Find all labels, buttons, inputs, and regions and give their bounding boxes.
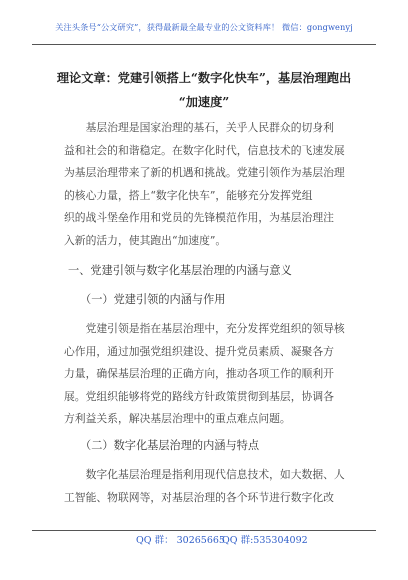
- paragraph-line: 入新的活力，使其跑出“加速度”。: [64, 233, 227, 247]
- paragraph-line: 织的战斗堡垒作用和党员的先锋模范作用，为基层治理注: [64, 211, 334, 224]
- paragraph-line: 为基层治理带来了新的机遇和挑战。党建引领作为基层治理: [64, 166, 345, 179]
- footer-qq-group-2: QQ 群:535304092: [222, 535, 308, 546]
- footer-qq-group-1: QQ 群： 30265665: [136, 535, 225, 546]
- page-title: [36, 66, 372, 114]
- paragraph-line: 方利益关系，解决基层治理中的重点难点问题。: [64, 412, 291, 425]
- page-title-line-2: “加速度”: [178, 95, 230, 109]
- paragraph-line: 展。党组织能够将党的路线方针政策贯彻到基层，协调各: [64, 389, 334, 403]
- party-leadership-paragraph: [64, 318, 364, 431]
- paragraph-line: 的核心力量，搭上“数字化快车”，能够充分发挥党组: [64, 188, 313, 202]
- page-title-line-1: 理论文章：党建引领搭上“数字化快车”，基层治理跑出: [56, 71, 352, 85]
- paragraph-line: 力量，确保基层治理的正确方向，推动各项工作的顺利开: [64, 367, 334, 380]
- digital-governance-paragraph: [64, 464, 364, 509]
- paragraph-line: 工智能、物联网等，对基层治理的各个环节进行数字化改: [64, 490, 334, 504]
- paragraph-line: 党建引领是指在基层治理中，充分发挥党组织的领导核: [64, 322, 345, 335]
- paragraph-line: 益和社会的和谐稳定。在数字化时代，信息技术的飞速发展: [64, 143, 345, 157]
- footer-divider: [32, 530, 376, 531]
- header-banner: 关注头条号“公文研究”，获得最新最全最专业的公文资料库！ 微信：gongwenyj: [55, 22, 353, 32]
- paragraph-line: 基层治理是国家治理的基石，关乎人民群众的切身利: [64, 121, 334, 134]
- intro-paragraph: [64, 117, 364, 252]
- header-divider: [32, 44, 376, 45]
- subsection-heading-1-2: （二）数字化基层治理的内涵与特点: [80, 439, 260, 452]
- section-heading-1: 一、党建引领与数字化基层治理的内涵与意义: [68, 264, 292, 277]
- subsection-heading-1-1: （一）党建引领的内涵与作用: [80, 293, 226, 306]
- paragraph-line: 心作用，通过加强党组织建设、提升党员素质、凝聚各方: [64, 344, 334, 358]
- paragraph-line: 数字化基层治理是指利用现代信息技术，如大数据、人: [64, 468, 345, 481]
